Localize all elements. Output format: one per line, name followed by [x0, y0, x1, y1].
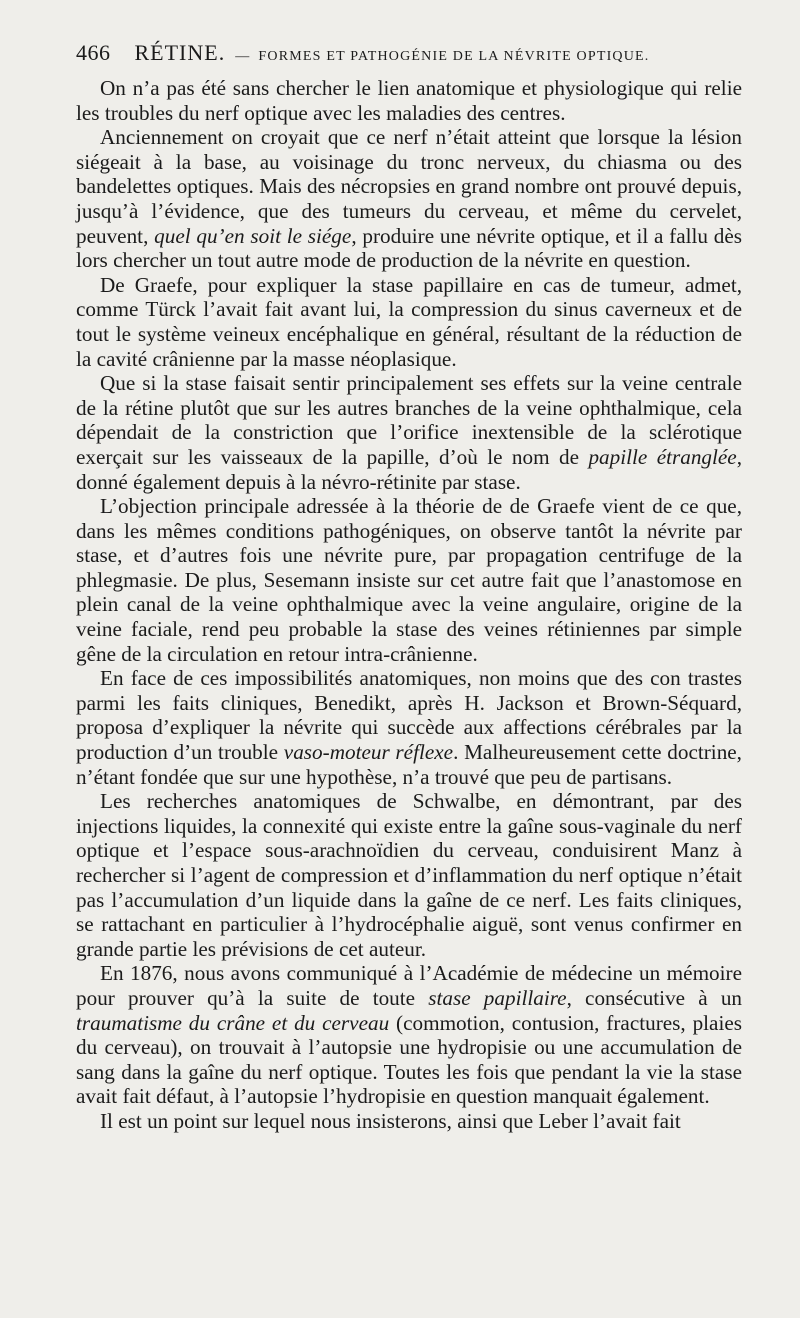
- italic-phrase: traumatisme du crâne et du cerveau: [76, 1010, 390, 1035]
- text-run: L’objection principale adressée à la théorie de de Graefe vient de ce que, dans les mêmes conditions pathogéniques, on observe tantôt la névrite par stase, et d’autres fois une névrite pure, par propagation centrifuge de la phlegmasie. De plus, Sesemann insiste sur cet autre fait que l’anastomose en plein canal de la veine ophthalmique avec la veine angulaire, origine de la veine faciale, rend peu probable la stase des veines rétiniennes par simple gêne de la circulation en retour intra-crânienne.: [76, 494, 742, 666]
- paragraph: [76, 961, 742, 1109]
- text-run: , consécutive à un: [566, 985, 743, 1010]
- text-run: Les recherches anatomiques de Schwalbe, en démontrant, par des injections liquides, la connexité qui existe entre la gaîne sous-vaginale du nerf optique et l’espace sous-arachnoïdien du cerveau, conduisirent Manz à rechercher si l’agent de compression et d’inflammation du nerf optique n’était pas l’accumulation d’un liquide dans la gaîne de ce nerf. Les faits cliniques, se rattachant en particulier à l’hydrocéphalie aiguë, sont venus confirmer en grande partie les prévisions de cet auteur.: [76, 789, 742, 961]
- paragraph: [76, 125, 742, 273]
- text-run: Il est un point sur lequel nous insisterons, ainsi que Leber l’avait fait: [100, 1108, 681, 1133]
- paragraph: [76, 1109, 742, 1134]
- paragraph: [76, 494, 742, 666]
- body-text: [76, 76, 742, 1134]
- text-run: En face de ces impossibilités anatomiques, non moins que des con trastes parmi les faits cliniques, Benedikt, après H. Jackson et Brown-Séquard, proposa d’expliquer la névrite qui succède aux affections cérébrales par la production d’un trouble: [76, 666, 742, 765]
- italic-phrase: vaso-moteur réflexe: [283, 740, 454, 765]
- paragraph: [76, 273, 742, 371]
- text-run: , produire une névrite optique, et il a fallu dès lors chercher un tout autre mode de production de la névrite en question.: [76, 223, 742, 273]
- text-run: On n’a pas été sans chercher le lien anatomique et physiologique qui relie les troubles du nerf optique avec les maladies des centres.: [76, 76, 742, 125]
- text-run: Que si la stase faisait sentir principalement ses effets sur la veine centrale de la rétine plutôt que sur les autres branches de la veine ophthalmique, cela dépendait de la constriction que l’orifice inextensible de la sclérotique exerçait sur les vaisseaux de la papille, d’où le nom de: [76, 371, 742, 469]
- running-head-section: RÉTINE.: [134, 40, 226, 65]
- paragraph: [76, 666, 742, 789]
- running-head-title: FORMES ET PATHOGÉNIE DE LA NÉVRITE OPTIQUE.: [258, 49, 650, 64]
- text-run: , donné également depuis à la névro-rétinite par stase.: [76, 444, 743, 494]
- text-run: En 1876, nous avons communiqué à l’Académie de médecine un mémoire pour prouver qu’à la suite de toute: [76, 961, 742, 1010]
- text-run: Anciennement on croyait que ce nerf n’était atteint que lorsque la lésion siégeait à la base, au voisinage du tronc nerveux, du chiasma ou des bandelettes optiques. Mais des nécropsies en grand nombre ont prouvé depuis, jusqu’à l’évidence, que des tumeurs du cerveau, et même du cervelet, peuvent,: [76, 125, 742, 248]
- text-run: De Graefe, pour expliquer la stase papillaire en cas de tumeur, admet, comme Türck l’avait fait avant lui, la compression du sinus caverneux et de tout le système veineux encéphalique en général, résultant de la réduction de la cavité crânienne par la masse néoplasique.: [76, 272, 742, 371]
- paragraph: [76, 371, 742, 494]
- page-number: 466: [76, 40, 111, 65]
- running-head: [76, 40, 740, 70]
- text-run: . Malheureusement cette doctrine, n’étant fondée que sur une hypothèse, n’a trouvé que peu de partisans.: [76, 740, 742, 789]
- running-head-dash: —: [235, 49, 251, 64]
- italic-phrase: stase papillaire: [428, 985, 567, 1010]
- paragraph: [76, 76, 742, 125]
- text-run: (commotion, contusion, fractures, plaies du cerveau), on trouvait à l’autopsie une hydropisie ou une accumulation de sang dans la gaîne du nerf optique. Toutes les fois que pendant la vie la stase avait fait défaut, à l’autopsie l’hydropisie en question manquait également.: [76, 1010, 742, 1109]
- italic-phrase: papille étranglée: [588, 444, 737, 469]
- paragraph: [76, 789, 742, 961]
- italic-phrase: quel qu’en soit le siége: [154, 223, 352, 248]
